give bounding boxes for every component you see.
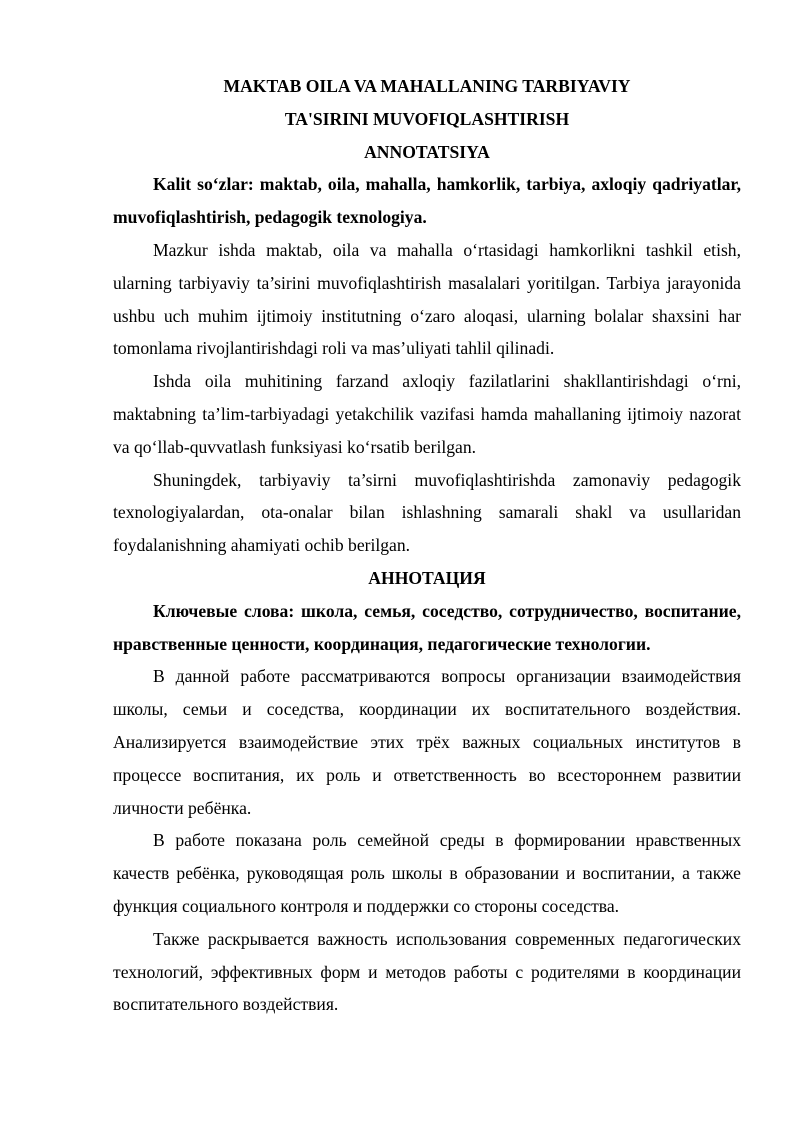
uz-annotation-heading: ANNOTATSIYA xyxy=(364,141,490,162)
ru-paragraph-3: Также раскрывается важность использования современных педагогических технологий, эффективных форм и методов работы с родителями в координации воспитательного воздействия. xyxy=(113,928,741,1015)
uz-paragraph-1: Mazkur ishda maktab, oila va mahalla o‘rtasidagi hamkorlikni tashkil etish, ularning tarbiyaviy ta’sirini muvofiqlashtirish masalalari yoritilgan. Tarbiya jarayonida ushbu uch muhim ijtimoiy institutning o‘zaro aloqasi, ularning bolalar shaxsini har tomonlama rivojlantirishdagi roli va mas’uliyati tahlil qilinadi. xyxy=(113,239,741,359)
document-title-line-2: TA'SIRINI MUVOFIQLASHTIRISH xyxy=(284,108,570,129)
uz-paragraph-3: Shuningdek, tarbiyaviy ta’sirni muvofiqlashtirishda zamonaviy pedagogik texnologiyalardan, ota-onalar bilan ishlashning samarali shakl va usullaridan foydalanishning ahamiyati ochib berilgan. xyxy=(113,469,741,556)
uz-keywords: Kalit so‘zlar: maktab, oila, mahalla, hamkorlik, tarbiya, axloqiy qadriyatlar, muvofiqlashtirish, pedagogik texnologiya. xyxy=(113,174,741,228)
ru-paragraph-2: В работе показана роль семейной среды в формировании нравственных качеств ребёнка, руководящая роль школы в образовании и воспитании, а также функция социального контроля и поддержки со стороны соседства. xyxy=(113,830,741,916)
ru-annotation-heading: АННОТАЦИЯ xyxy=(368,567,486,588)
ru-paragraph-1: В данной работе рассматриваются вопросы организации взаимодействия школы, семьи и соседства, координации их воспитательного воздействия. Анализируется взаимодействие этих трёх важных социальных институтов в процессе воспитания, их роль и ответственность во всестороннем развитии личности ребёнка. xyxy=(113,666,741,818)
document-title-line-1: MAKTAB OILA VA MAHALLANING TARBIYAVIY xyxy=(223,76,631,96)
ru-keywords: Ключевые слова: школа, семья, соседство, сотрудничество, воспитание, нравственные ценности, координация, педагогические технологии. xyxy=(113,600,741,654)
document-page xyxy=(113,70,741,1021)
uz-paragraph-2: Ishda oila muhitining farzand axloqiy fazilatlarini shakllantirishdagi o‘rni, maktabning ta’lim-tarbiyadagi yetakchilik vazifasi hamda mahallaning ijtimoiy nazorat va qo‘llab-quvvatlash funksiyasi ko‘rsatib berilgan. xyxy=(113,371,741,457)
